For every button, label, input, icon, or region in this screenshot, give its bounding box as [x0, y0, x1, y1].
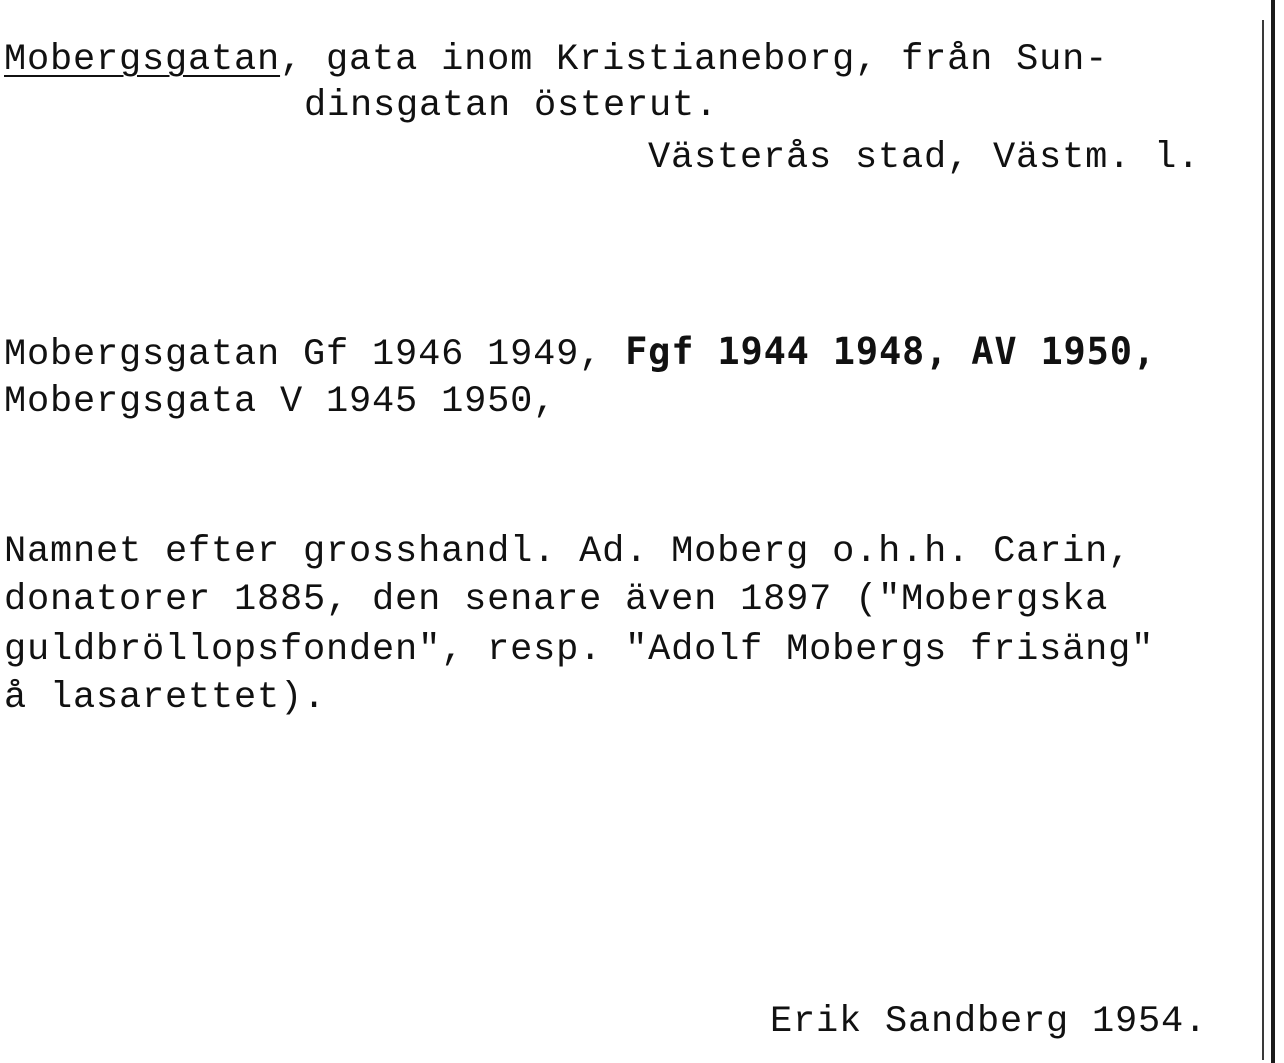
sources-line-1-regular: Mobergsgatan Gf 1946 1949,	[4, 334, 626, 376]
explanation-line-3: guldbröllopsfonden", resp. "Adolf Mobergs frisäng"	[4, 629, 1155, 671]
explanation-line-4: å lasarettet).	[4, 677, 327, 719]
street-name: Mobergsgatan	[4, 39, 281, 81]
heading-line-1	[4, 38, 1108, 82]
sources-line-2: Mobergsgata V 1945 1950,	[4, 381, 557, 423]
explanation-line-1: Namnet efter grosshandl. Ad. Moberg o.h.h. Carin,	[4, 531, 1132, 573]
card-edge	[1271, 0, 1275, 1063]
street-description-2: dinsgatan österut.	[304, 85, 719, 127]
location: Västerås stad, Västm. l.	[648, 137, 1201, 179]
signature: Erik Sandberg 1954.	[770, 1001, 1208, 1043]
sources-line-1	[4, 330, 1156, 377]
street-description-1: , gata inom Kristianeborg, från Sun-	[280, 39, 1109, 81]
explanation-line-2: donatorer 1885, den senare även 1897 ("Mobergska	[4, 579, 1109, 621]
sources-line-1-bold: Fgf 1944 1948, AV 1950,	[625, 330, 1156, 373]
card-edge-inner	[1262, 20, 1264, 1060]
